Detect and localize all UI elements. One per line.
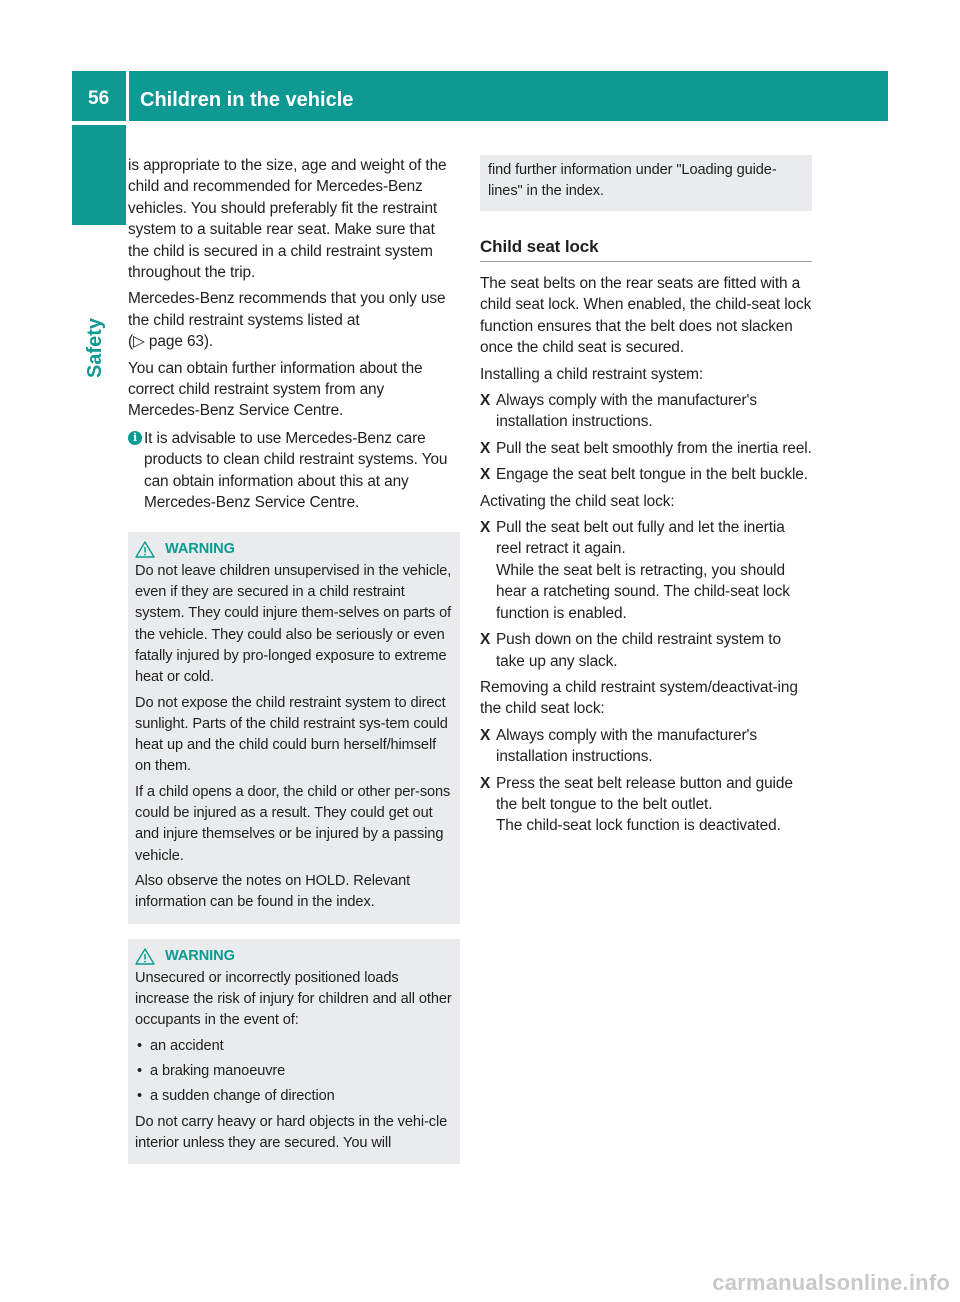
step-text: Always comply with the manufacturer's installation instructions. xyxy=(496,726,757,766)
step-result: While the seat belt is retracting, you should hear a ratcheting sound. The child-seat lock function is enabled. xyxy=(496,561,790,622)
procedure-step xyxy=(480,773,812,837)
step-text: Press the seat belt release button and guide the belt tongue to the belt outlet. xyxy=(496,774,793,813)
procedure-step xyxy=(480,517,812,624)
warning-paragraph: Unsecured or incorrectly positioned loads increase the risk of injury for children and all other occupants in the event of: xyxy=(135,969,452,1029)
info-text: It is advisable to use Mercedes-Benz care products to clean child restraint systems. You can obtain information about this at any Mercedes-Benz Service Centre. xyxy=(144,429,448,512)
step-marker-icon: X xyxy=(480,726,491,744)
header-divider xyxy=(126,71,129,121)
section-tab-label: Safety xyxy=(84,318,106,379)
procedure-step xyxy=(480,438,812,459)
right-column xyxy=(480,155,812,842)
procedure-step xyxy=(480,390,812,433)
body-paragraph: You can obtain further information about the correct child restraint system from any Mercedes-Benz Service Centre. xyxy=(128,359,423,420)
warning-label: WARNING xyxy=(165,947,235,964)
warning-paragraph: Also observe the notes on HOLD. Relevant information can be found in the index. xyxy=(135,872,411,911)
step-marker-icon: X xyxy=(480,519,491,537)
section-heading: Child seat lock xyxy=(480,236,812,262)
warning-box xyxy=(128,939,460,1165)
step-marker-icon: X xyxy=(480,392,491,410)
step-marker-icon: X xyxy=(480,631,491,649)
page-title: Children in the vehicle xyxy=(140,89,354,111)
left-column xyxy=(128,155,460,1164)
warning-paragraph: If a child opens a door, the child or other per-sons could be injured as a result. They could get out and injure themselves or be injured by a passing vehicle. xyxy=(135,783,451,864)
warning-paragraph: Do not leave children unsupervised in the vehicle, even if they are secured in a child restraint system. They could injure them-selves on parts of the vehicle. They could also be seriously or even fatally injured by pro-longed exposure to extreme heat or cold. xyxy=(135,562,452,686)
procedure-label: Installing a child restraint system: xyxy=(480,365,704,383)
step-marker-icon: X xyxy=(480,774,491,792)
list-item: • an accident xyxy=(135,1036,453,1057)
step-text: Always comply with the manufacturer's installation instructions. xyxy=(496,392,757,431)
step-text: Pull the seat belt out fully and let the inertia reel retract it again. xyxy=(496,519,785,558)
warning-box xyxy=(128,532,460,924)
body-paragraph: is appropriate to the size, age and weight of the child and recommended for Mercedes-Benz vehicles. You should preferably fit the restraint system to a suitable rear seat. Make sure that the child is secured in a child restraint system throughout the trip. xyxy=(128,157,447,282)
warning-triangle-icon xyxy=(135,541,155,558)
step-text: Push down on the child restraint system to take up any slack. xyxy=(496,631,781,670)
warning-continuation: find further information under "Loading guide-lines" in the index. xyxy=(480,155,812,211)
info-note xyxy=(128,428,460,514)
procedure-step xyxy=(480,629,812,672)
warning-paragraph: Do not carry heavy or hard objects in the vehi-cle interior unless they are secured. You will xyxy=(135,1113,448,1151)
step-marker-icon: X xyxy=(480,466,491,484)
warning-title xyxy=(135,946,453,967)
step-result: The child-seat lock function is deactivated. xyxy=(496,817,781,835)
section-tab-marker xyxy=(72,125,126,225)
body-paragraph xyxy=(128,288,460,352)
body-text: Mercedes-Benz recommends that you only use the child restraint systems listed at xyxy=(128,290,446,329)
warning-label: WARNING xyxy=(165,540,235,557)
step-marker-icon: X xyxy=(480,439,491,457)
section-tab[interactable] xyxy=(84,318,114,408)
step-text: Pull the seat belt smoothly from the inertia reel. xyxy=(496,439,812,457)
list-item: • a sudden change of direction xyxy=(135,1086,453,1107)
warning-triangle-icon xyxy=(135,948,155,965)
page-number: 56 xyxy=(88,88,110,109)
list-item: • a braking manoeuvre xyxy=(135,1061,453,1082)
procedure-label: Activating the child seat lock: xyxy=(480,492,675,510)
watermark: carmanualsonline.info xyxy=(712,1270,950,1295)
page-reference-link[interactable]: (▷ page 63). xyxy=(128,333,214,351)
step-text: Engage the seat belt tongue in the belt buckle. xyxy=(496,466,808,484)
warning-paragraph: Do not expose the child restraint system to direct sunlight. Parts of the child restraint sys-tem could heat up and the child could burn herself/himself on them. xyxy=(135,694,448,775)
warning-title xyxy=(135,539,453,560)
procedure-label: Removing a child restraint system/deactivat-ing the child seat lock: xyxy=(480,678,798,718)
body-paragraph: The seat belts on the rear seats are fitted with a child seat lock. When enabled, the child-seat lock function ensures that the belt does not slacken once the child seat is secured. xyxy=(480,275,812,357)
info-icon: i xyxy=(128,431,142,445)
procedure-step xyxy=(480,464,812,485)
procedure-step xyxy=(480,725,812,768)
